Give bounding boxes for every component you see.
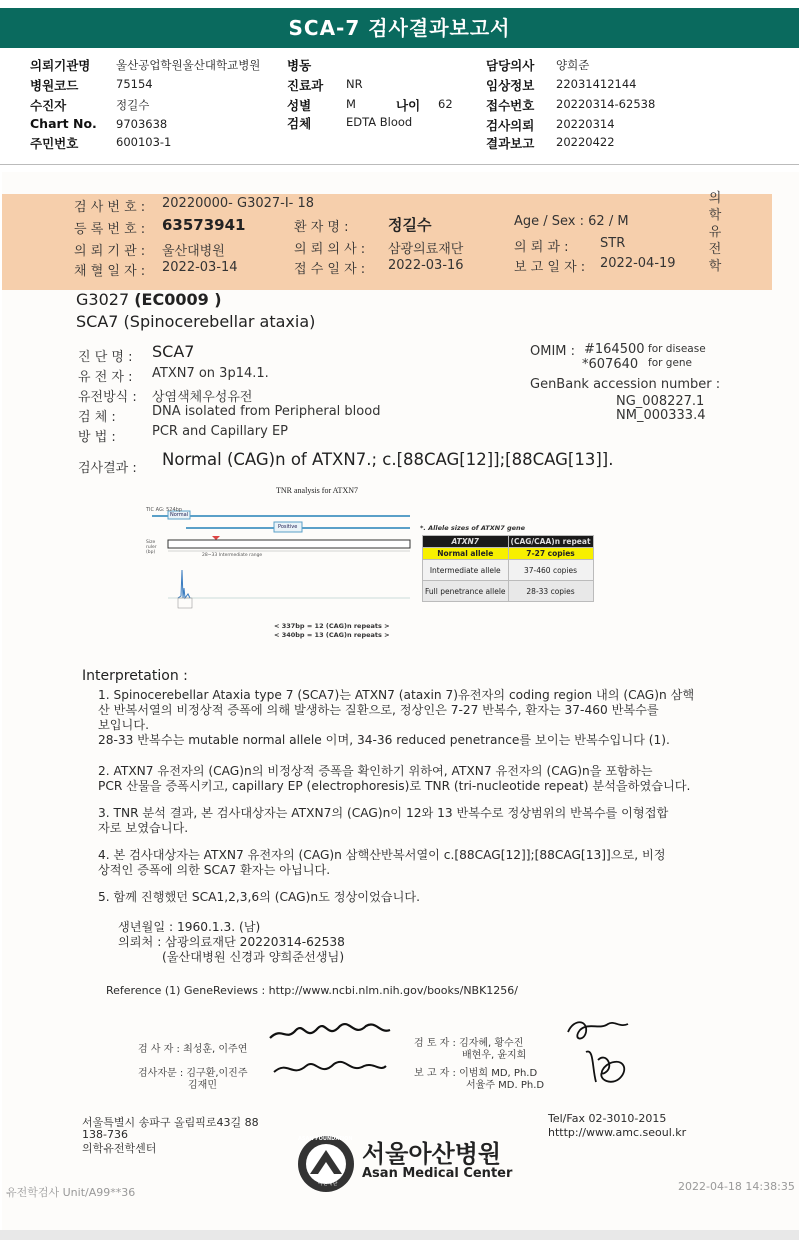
reg-no: 63573941: [162, 216, 246, 234]
reference: Reference (1) GeneReviews : http://www.ncbi.nlm.nih.gov/books/NBK1256/: [106, 984, 519, 997]
allele-type: Intermediate allele: [423, 560, 509, 581]
signature-reviewer: [558, 1008, 658, 1098]
result-value: Normal (CAG)n of ATXN7.; c.[88CAG[12]];[88CAG[13]].: [162, 450, 614, 469]
value-chart-no: 9703638: [116, 117, 168, 131]
fig-label-left: TIC AG: 524bp: [146, 507, 182, 513]
test-name: SCA7 (Spinocerebellar ataxia): [76, 312, 316, 331]
value-report-date: 20220422: [556, 135, 615, 149]
size-ruler-label: Size ruler (bp): [146, 540, 157, 555]
intermediate-note: 28~33 Intermediate range: [202, 553, 263, 558]
dept-label: 의 뢰 과 :: [514, 240, 569, 255]
allele-range: 37-460 copies: [508, 560, 593, 581]
interp-line: PCR 산물을 증폭시키고, capillary EP (electrophoresis)로 TNR (tri-nucleotide repeat) 분석을하였습니다.: [98, 779, 691, 793]
collect-date: 2022-03-14: [162, 260, 238, 275]
patient-name: 정길수: [388, 216, 432, 234]
peak: [178, 570, 190, 598]
interpretation-title: Interpretation :: [82, 668, 188, 684]
address-1: 서울특별시 송파구 올림픽로43길 88: [82, 1116, 259, 1129]
value-attending: 양희준: [556, 58, 590, 72]
bottom-strip: [0, 1230, 799, 1240]
referrer: 의뢰처 : 삼광의료재단 20220314-62538: [118, 935, 345, 949]
label-report-date: 결과보고: [486, 136, 535, 151]
interp-line: 보입니다.: [98, 718, 149, 732]
test-code-paren: (EC0009 ): [134, 290, 222, 309]
org-label: 의 뢰 기 관 :: [74, 244, 146, 259]
omim-disease: #164500: [584, 342, 645, 357]
interp-line: 자로 보였습니다.: [98, 821, 189, 835]
figure-title: TNR analysis for ATXN7: [276, 486, 358, 495]
label-patient: 수진자: [30, 98, 67, 113]
repeat-12: < 337bp = 12 (CAG)n repeats >: [274, 622, 390, 630]
interp-line: 3. TNR 분석 결과, 본 검사대상자는 ATXN7의 (CAG)n이 12와 13 반복수로 정상범위의 반복수를 이형접합: [98, 806, 669, 820]
allele-head-gene: ATXN7: [423, 536, 509, 548]
reviewer-1: 검 토 자 : 김자혜, 황수진: [414, 1038, 524, 1049]
header-divider: [0, 164, 799, 165]
tel-fax: Tel/Fax 02-3010-2015: [548, 1112, 667, 1125]
omim-gene: *607640: [582, 357, 639, 372]
info-label: 진 단 명 :: [78, 350, 133, 365]
info-label: 방 법 :: [78, 430, 116, 445]
doctor: 삼광의료재단: [388, 242, 464, 257]
report-label: 보 고 일 자 :: [514, 260, 586, 275]
interp-line: 2. ATXN7 유전자의 (CAG)n의 비정상적 증폭을 확인하기 위하여, ATXN7 유전자의 (CAG)n을 포함하는: [98, 764, 653, 778]
allele-type: Full penetrance allele: [423, 581, 509, 602]
info-value: SCA7: [152, 342, 195, 361]
age-sex: Age / Sex : 62 / M: [514, 214, 629, 229]
allele-type: Normal allele: [423, 548, 509, 560]
scanned-report: [2, 172, 799, 1230]
legend-title: *. Allele sizes of ATXN7 gene: [420, 524, 526, 532]
value-org: 울산공업학원울산대학교병원: [116, 58, 261, 72]
referrer-sub: (울산대병원 신경과 양희준선생님): [162, 950, 345, 964]
doctor-label: 의 뢰 의 사 :: [294, 242, 366, 257]
value-hospital-code: 75154: [116, 77, 153, 91]
value-resident-no: 600103-1: [116, 135, 172, 149]
dept: STR: [600, 236, 626, 251]
receive-label: 접 수 일 자 :: [294, 262, 366, 277]
info-value: 상염색체우성유전: [152, 390, 253, 405]
omim-gene-note: for gene: [648, 357, 693, 369]
label-resident-no: 주민번호: [30, 136, 79, 151]
test-code: [76, 290, 222, 309]
allele-table: [422, 535, 594, 602]
side-char: 유: [708, 225, 722, 240]
value-receipt-no: 20220314-62538: [556, 97, 656, 111]
reporter-1: 보 고 자 : 이범희 MD, Ph.D: [414, 1068, 538, 1079]
side-char: 학: [708, 259, 722, 274]
omim-label: OMIM :: [530, 344, 576, 359]
value-clinical-info: 22031412144: [556, 77, 637, 91]
footer-unit: 유전학검사 Unit/A99**36: [6, 1186, 136, 1199]
info-label: 유전방식 :: [78, 390, 137, 405]
signature-examiner: [262, 1012, 412, 1092]
info-label: 유 전 자 :: [78, 370, 133, 385]
side-char: 학: [708, 208, 722, 223]
hospital-name-en: Asan Medical Center: [362, 1166, 513, 1181]
report-date: 2022-04-19: [600, 256, 676, 271]
repeat-13: < 340bp = 13 (CAG)n repeats >: [274, 631, 390, 639]
marker-triangle: [212, 536, 220, 540]
hospital-name-kr: 서울아산병원: [362, 1140, 502, 1168]
interp-line: 4. 본 검사대상자는 ATXN7 유전자의 (CAG)n 삼핵산반복서열이 c.[88CAG[12]];[88CAG[13]]으로, 비정: [98, 848, 666, 862]
value-sex: M: [346, 97, 356, 111]
patient-label: 환 자 명 :: [294, 220, 349, 235]
label-specimen: 검체: [287, 116, 312, 131]
genbank-1: NG_008227.1: [616, 394, 705, 409]
value-patient: 정길수: [116, 98, 150, 112]
label-request-date: 검사의뢰: [486, 118, 535, 133]
label-receipt-no: 접수번호: [486, 98, 535, 113]
label-sex: 성별: [287, 98, 312, 113]
advisor-1: 검사자문 : 김구환,이진주: [138, 1068, 248, 1079]
seal-sub: 아산재단: [318, 1181, 338, 1187]
omim-disease-note: for disease: [648, 343, 706, 355]
allele-range: 28-33 copies: [508, 581, 593, 602]
value-department: NR: [346, 77, 363, 91]
side-char: 전: [708, 242, 722, 257]
side-char: 의: [708, 191, 722, 206]
genbank-label: GenBank accession number :: [530, 377, 721, 392]
info-value: PCR and Capillary EP: [152, 424, 288, 439]
receive-date: 2022-03-16: [388, 258, 464, 273]
advisor-2: 김재민: [188, 1080, 217, 1091]
label-clinical-info: 임상정보: [486, 78, 535, 93]
collect-label: 채 혈 일 자 :: [74, 264, 146, 279]
website: htttp://www.amc.seoul.kr: [548, 1126, 687, 1139]
reg-no-label: 등 록 번 호 :: [74, 222, 146, 237]
test-no: 20220000- G3027-I- 18: [162, 196, 315, 211]
value-age: 62: [438, 97, 453, 111]
label-org: 의뢰기관명: [30, 58, 91, 73]
seal-text: ASAN FOUNDATION: [298, 1136, 353, 1142]
label-attending: 담당의사: [486, 58, 535, 73]
interp-line: 상적인 증폭에 의한 SCA7 환자는 아닙니다.: [98, 863, 331, 877]
label-age: 나이: [396, 98, 421, 113]
peak-label-box: [178, 598, 192, 608]
value-request-date: 20220314: [556, 117, 615, 131]
allele-head-repeat: (CAG/CAA)n repeat: [508, 536, 593, 548]
org: 울산대병원: [162, 244, 225, 259]
tnr-figure: [146, 478, 591, 646]
birth-date: 생년월일 : 1960.1.3. (남): [118, 920, 261, 934]
size-ruler-bar: [168, 540, 410, 548]
label-hospital-code: 병원코드: [30, 78, 79, 93]
band-margin: [772, 172, 799, 290]
label-department: 진료과: [287, 78, 324, 93]
side-dept-vertical: [708, 190, 722, 275]
interp-line: 1. Spinocerebellar Ataxia type 7 (SCA7)는 ATXN7 (ataxin 7)유전자의 coding region 내의 (CAG)n 삼핵: [98, 688, 695, 702]
reviewer-2: 배현우, 윤지희: [462, 1050, 527, 1061]
info-value: DNA isolated from Peripheral blood: [152, 404, 381, 419]
label-chart-no: Chart No.: [30, 116, 97, 131]
footer-timestamp: 2022-04-18 14:38:35: [678, 1180, 795, 1193]
interp-line: 28-33 반복수는 mutable normal allele 이며, 34-36 reduced penetrance를 보이는 반복수입니다 (1).: [98, 733, 670, 747]
address-2: 138-736: [82, 1128, 128, 1141]
positive-tag: Positive: [278, 524, 298, 530]
value-specimen: EDTA Blood: [346, 115, 413, 129]
genbank-2: NM_000333.4: [616, 408, 706, 423]
examiner: 검 사 자 : 최성훈, 이주연: [138, 1044, 248, 1055]
allele-range: 7-27 copies: [508, 548, 593, 560]
interp-line: 산 반복서열의 비정상적 증폭에 의해 발생하는 질환으로, 정상인은 7-27 반복수, 환자는 37-460 반복수를: [98, 703, 659, 717]
reporter-2: 서율주 MD. Ph.D: [466, 1080, 545, 1091]
info-label: 검 체 :: [78, 410, 116, 425]
interp-line: 5. 함께 진행했던 SCA1,2,3,6의 (CAG)n도 정상이었습니다.: [98, 890, 421, 904]
test-no-label: 검 사 번 호 :: [74, 200, 146, 215]
label-ward: 병동: [287, 58, 312, 73]
report-title: SCA-7 검사결과보고서: [0, 8, 799, 48]
info-value: ATXN7 on 3p14.1.: [152, 366, 269, 381]
test-code-main: G3027: [76, 290, 130, 309]
result-label: 검사결과 :: [78, 461, 137, 476]
address-3: 의학유전학센터: [82, 1142, 157, 1155]
normal-tag: Normal: [170, 512, 189, 518]
